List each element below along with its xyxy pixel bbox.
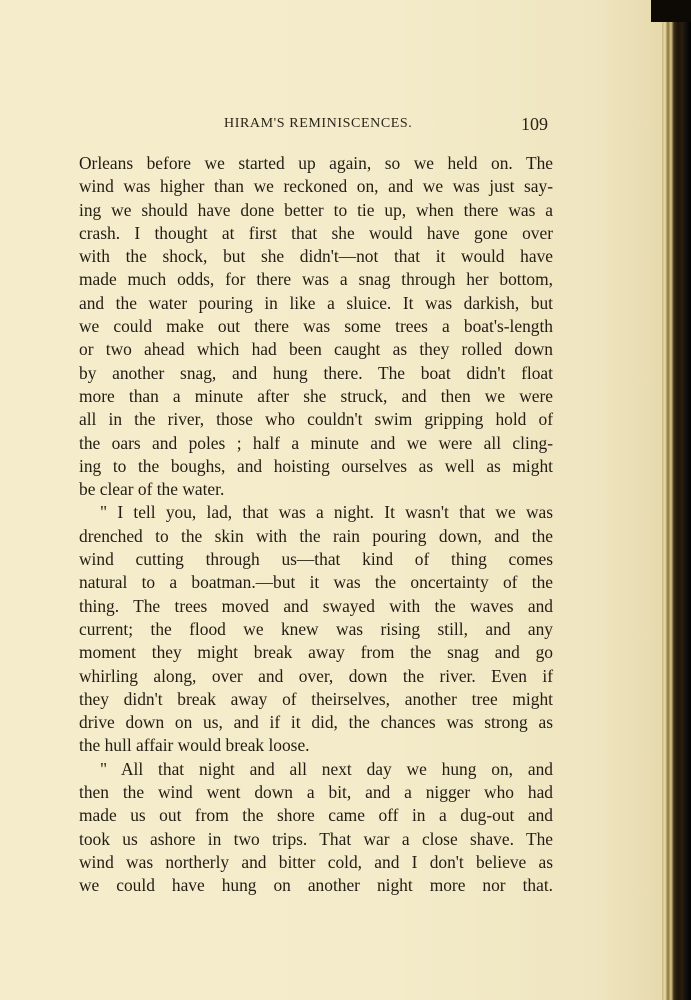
- page-header: [0, 114, 662, 136]
- text-line: the oars and poles ; half a minute and we were all cling-: [79, 432, 553, 453]
- text-line: be clear of the water.: [79, 479, 225, 500]
- text-line: " All that night and all next day we hung on, and: [100, 758, 553, 779]
- page-number: 109: [521, 114, 548, 134]
- running-head: HIRAM'S REMINISCENCES.: [224, 116, 413, 131]
- text-line: they didn't break away of theirselves, another tree might: [79, 688, 553, 709]
- text-line: ing we should have done better to tie up, when there was a: [79, 199, 553, 220]
- text-line: made much odds, for there was a snag through her bottom,: [79, 269, 553, 290]
- text-line: by another snag, and hung there. The boat didn't float: [79, 362, 553, 383]
- text-line: moment they might break away from the snag and go: [79, 642, 553, 663]
- text-line: natural to a boatman.—but it was the oncertainty of the: [79, 572, 553, 593]
- text-line: or two ahead which had been caught as they rolled down: [79, 339, 553, 360]
- text-line: the hull affair would break loose.: [79, 735, 310, 756]
- text-line: whirling along, over and over, down the river. Even if: [79, 665, 553, 686]
- text-line: made us out from the shore came off in a dug-out and: [79, 805, 553, 826]
- body-text: [79, 152, 553, 898]
- text-line: and the water pouring in like a sluice. It was darkish, but: [79, 292, 553, 313]
- text-line: crash. I thought at first that she would have gone over: [79, 222, 553, 243]
- text-line: wind cutting through us—that kind of thing comes: [79, 549, 553, 570]
- text-line: thing. The trees moved and swayed with the waves and: [79, 595, 553, 616]
- text-line: Orleans before we started up again, so we held on. The: [79, 153, 553, 173]
- text-line: with the shock, but she didn't—not that it would have: [79, 246, 553, 267]
- text-line: ing to the boughs, and hoisting ourselves as well as might: [79, 455, 553, 476]
- text-line: we could have hung on another night more nor that.: [79, 875, 553, 896]
- text-line: we could make out there was some trees a boat's-length: [79, 316, 553, 337]
- text-line: current; the flood we knew was rising still, and any: [79, 618, 553, 639]
- text-line: drive down on us, and if it did, the chances was strong as: [79, 712, 553, 733]
- book-edge-shadow: [651, 0, 691, 22]
- text-line: wind was higher than we reckoned on, and we was just say-: [79, 176, 553, 197]
- book-edge: [662, 0, 691, 1000]
- text-line: took us ashore in two trips. That war a close shave. The: [79, 828, 553, 849]
- text-line: more than a minute after she struck, and then we were: [79, 385, 553, 406]
- text-line: all in the river, those who couldn't swim gripping hold of: [79, 409, 553, 430]
- text-line: wind was northerly and bitter cold, and I don't believe as: [79, 851, 553, 872]
- text-line: " I tell you, lad, that was a night. It wasn't that we was: [100, 502, 553, 523]
- text-line: drenched to the skin with the rain pouring down, and the: [79, 525, 553, 546]
- text-line: then the wind went down a bit, and a nigger who had: [79, 782, 553, 803]
